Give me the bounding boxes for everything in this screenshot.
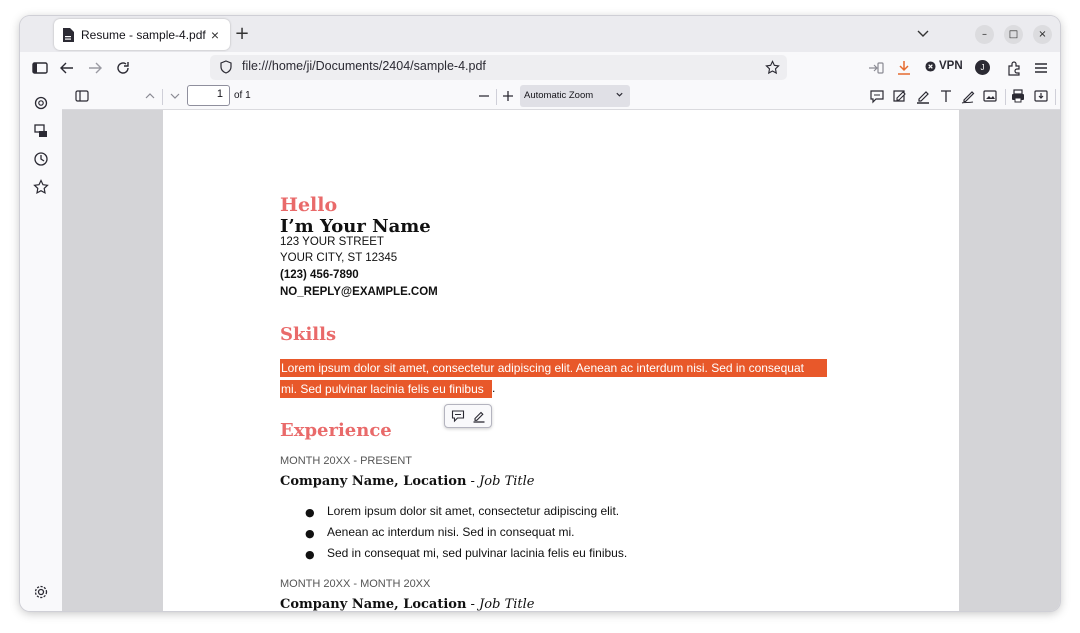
minimize-button[interactable]: –	[975, 25, 994, 44]
synced-tabs-icon[interactable]	[33, 123, 49, 139]
job-company-line	[280, 597, 535, 611]
tab-title: Resume - sample-4.pdf	[81, 27, 206, 42]
pdf-page[interactable]	[163, 110, 959, 611]
address-city: YOUR CITY, ST 12345	[280, 252, 398, 264]
toolbar-separator	[1005, 89, 1006, 105]
tab-active[interactable]	[54, 19, 230, 50]
shield-icon[interactable]	[219, 60, 233, 74]
vpn-label: VPN	[939, 60, 963, 72]
zoom-select[interactable]	[520, 85, 630, 107]
ai-chatbot-icon[interactable]	[33, 95, 49, 111]
history-clock-icon[interactable]	[33, 151, 49, 167]
experience-heading: Experience	[280, 420, 392, 441]
pdf-file-icon	[62, 28, 74, 42]
previous-page-icon[interactable]	[142, 88, 158, 104]
list-item: Lorem ipsum dolor sit amet, consectetur adipiscing elit.	[327, 504, 620, 518]
sign-in-icon[interactable]	[866, 58, 886, 78]
bookmarks-star-icon[interactable]	[33, 179, 49, 195]
signature-icon[interactable]	[892, 88, 908, 104]
company-name: Company Name, Location	[280, 597, 467, 611]
name-heading: I’m Your Name	[280, 216, 431, 237]
new-tab-button[interactable]: +	[234, 23, 250, 44]
navigation-toolbar	[20, 52, 1060, 84]
toolbar-separator	[162, 89, 163, 105]
zoom-in-icon[interactable]	[500, 88, 516, 104]
highlighted-text-line[interactable]: mi. Sed pulvinar lacinia felis eu finibus	[280, 380, 492, 398]
extensions-puzzle-icon[interactable]	[1004, 58, 1024, 78]
chevron-down-icon	[615, 90, 624, 99]
close-window-button[interactable]: ×	[1033, 25, 1052, 44]
address-phone: (123) 456-7890	[280, 269, 359, 281]
browser-sidebar	[20, 84, 62, 611]
toolbar-separator	[496, 89, 497, 105]
job-company-line	[280, 474, 535, 489]
add-image-icon[interactable]	[982, 88, 998, 104]
page-number-input[interactable]: 1	[187, 85, 230, 106]
job-title: Job Title	[479, 474, 535, 489]
zoom-out-icon[interactable]	[476, 88, 492, 104]
more-tools-chevron-icon[interactable]	[1058, 88, 1060, 104]
toolbar-separator	[1055, 89, 1056, 105]
browser-window	[20, 16, 1060, 611]
bookmark-star-icon[interactable]	[765, 60, 780, 75]
highlight-pen-icon[interactable]	[472, 409, 486, 423]
settings-gear-icon[interactable]	[33, 584, 49, 600]
address-street: 123 YOUR STREET	[280, 236, 384, 248]
page-count-label: of 1	[234, 90, 251, 101]
add-comment-icon[interactable]	[451, 409, 465, 423]
pdf-sidebar-toggle-icon[interactable]	[74, 88, 90, 104]
bullet-mark: ●	[305, 527, 315, 540]
reload-icon[interactable]	[113, 58, 133, 78]
job-title: Job Title	[479, 597, 535, 611]
company-name: Company Name, Location	[280, 474, 467, 489]
vpn-status-icon	[925, 61, 936, 72]
list-all-tabs-chevron-icon[interactable]	[915, 25, 931, 41]
tab-close-icon[interactable]: ×	[210, 26, 220, 43]
list-item: Sed in consequat mi, sed pulvinar lacinia felis eu finibus.	[327, 546, 628, 560]
download-icon[interactable]	[894, 58, 914, 78]
highlight-icon[interactable]	[915, 88, 931, 104]
dash-separator: -	[466, 474, 480, 489]
bullet-mark: ●	[305, 506, 315, 519]
forward-arrow-icon[interactable]	[85, 58, 105, 78]
highlighted-text-line[interactable]: Lorem ipsum dolor sit amet, consectetur adipiscing elit. Aenean ac interdum nisi. Sed in consequat	[280, 359, 827, 377]
list-item: Aenean ac interdum nisi. Sed in consequat mi.	[327, 525, 575, 539]
comment-icon[interactable]	[869, 88, 885, 104]
print-icon[interactable]	[1010, 88, 1026, 104]
profile-avatar[interactable]: J	[975, 60, 990, 75]
draw-pen-icon[interactable]	[960, 88, 976, 104]
back-arrow-icon[interactable]	[57, 58, 77, 78]
zoom-select-value: Automatic Zoom	[524, 90, 594, 101]
address-email: NO_REPLY@EXAMPLE.COM	[280, 286, 438, 298]
job-dates: MONTH 20XX - PRESENT	[280, 455, 413, 467]
url-bar[interactable]	[210, 55, 787, 80]
dash-separator: -	[466, 597, 480, 611]
skills-heading: Skills	[280, 324, 337, 345]
save-download-icon[interactable]	[1033, 88, 1049, 104]
sidebar-toggle-icon[interactable]	[30, 58, 50, 78]
skills-period: .	[492, 381, 496, 395]
hamburger-menu-icon[interactable]	[1031, 58, 1051, 78]
next-page-icon[interactable]	[167, 88, 183, 104]
pdf-toolbar	[62, 84, 1060, 110]
bullet-mark: ●	[305, 548, 315, 561]
text-tool-icon[interactable]	[938, 88, 954, 104]
job-dates: MONTH 20XX - MONTH 20XX	[280, 578, 431, 590]
tab-strip	[20, 16, 1060, 52]
url-text[interactable]: file:///home/ji/Documents/2404/sample-4.pdf	[242, 59, 486, 73]
vpn-button[interactable]	[925, 60, 963, 72]
greeting-heading: Hello	[280, 194, 338, 216]
selection-popup	[444, 404, 492, 428]
maximize-button[interactable]: □	[1004, 25, 1023, 44]
pdf-viewer[interactable]	[62, 110, 1060, 611]
